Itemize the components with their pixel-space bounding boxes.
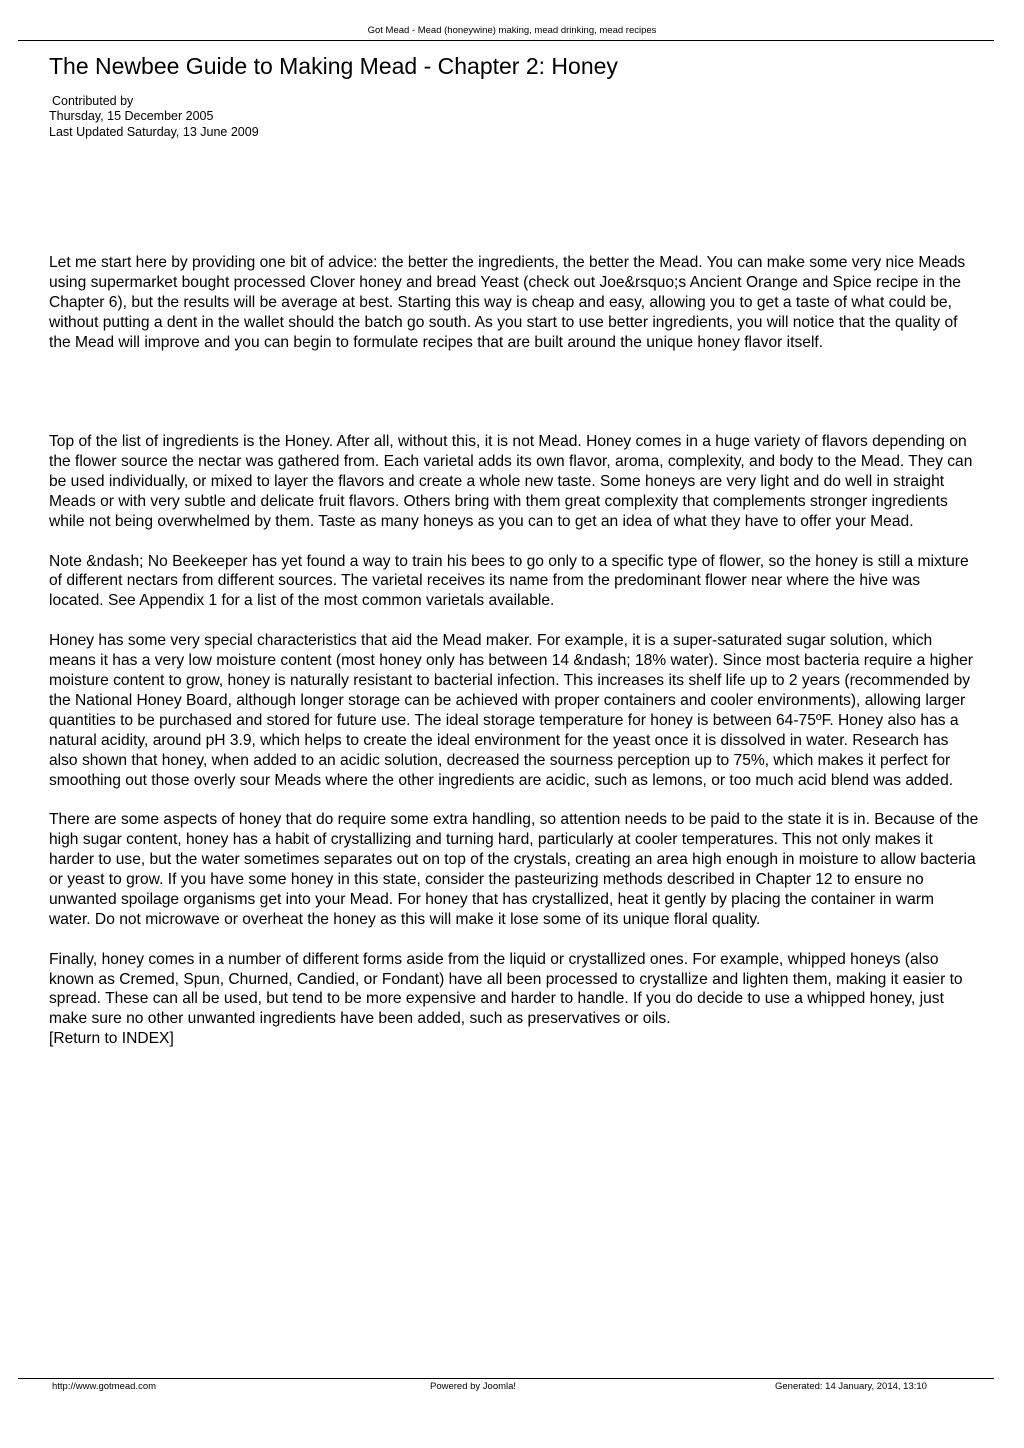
paragraph-note: Note &ndash; No Beekeeper has yet found a way to train his bees to go only to a specific type of flower, so the honey is still a mixture of different nectars from different sources. The varietal receives its name from the predominant flower near where the hive was located. See Appendix 1 for a list of the most common varietals available. — [49, 552, 969, 610]
contributed-by: Contributed by — [52, 94, 134, 108]
footer-powered-by: Powered by Joomla! — [430, 1381, 517, 1392]
article-meta — [49, 94, 259, 140]
last-updated: Last Updated Saturday, 13 June 2009 — [49, 124, 259, 139]
page-title: The Newbee Guide to Making Mead - Chapter 2: Honey — [49, 53, 618, 79]
site-header-title: Got Mead - Mead (honeywine) making, mead drinking, mead recipes — [367, 25, 657, 36]
footer-generated: Generated: 14 January, 2014, 13:10 — [775, 1381, 927, 1392]
created-date: Thursday, 15 December 2005 — [49, 109, 214, 124]
footer-url: http://www.gotmead.com — [52, 1381, 157, 1392]
header-divider — [18, 40, 994, 41]
article-body — [49, 253, 979, 1049]
paragraph-forms: Finally, honey comes in a number of different forms aside from the liquid or crystallized ones. For example, whipped honeys (also known as Cremed, Spun, Churned, Candied, or Fondant) have all been processed to crystallize and lighten them, making it easier to spread. These can all be used, but tend to be more expensive and harder to handle. If you do decide to use a whipped honey, just make sure no other unwanted ingredients have been added, such as preservatives or oils. — [49, 950, 963, 1028]
paragraph-ingredients: Top of the list of ingredients is the Honey. After all, without this, it is not Mead. Honey comes in a huge variety of flavors depending on the flower source the nectar was gathered from. Each varietal adds its own flavor, aroma, complexity, and body to the Mead. They can be used individually, or mixed to layer the flavors and create a whole new taste. Some honeys are very light and do well in straight Meads or with very subtle and delicate fruit flavors. Others bring with them great complexity that complements stronger ingredients while not being overwhelmed by them. Taste as many honeys as you can to get an idea of what they have to offer your Mead. — [49, 433, 973, 530]
paragraph-characteristics: Honey has some very special characteristics that aid the Mead maker. For example, it is a super-saturated sugar solution, which means it has a very low moisture content (most honey only has between 14 &ndash; 18% water). Since most bacteria require a higher moisture content to grow, honey is naturally resistant to bacterial infection. This increases its shelf life up to 2 years (recommended by the National Honey Board, although longer storage can be achieved with proper containers and cooler environments), allowing larger quantities to be purchased and stored for future use. The ideal storage temperature for honey is between 64-75ºF. Honey also has a natural acidity, around pH 3.9, which helps to create the ideal environment for the yeast once it is dissolved in water. Research has also shown that honey, when added to an acidic solution, decreased the sourness perception up to 75%, which makes it perfect for smoothing out those overly sour Meads where the other ingredients are acidic, such as lemons, or too much acid blend was added. — [49, 632, 973, 789]
paragraph-intro: Let me start here by providing one bit of advice: the better the ingredients, the better the Mead. You can make some very nice Meads using supermarket bought processed Clover honey and bread Yeast (check out Joe&rsquo;s Ancient Orange and Spice recipe in the Chapter 6), but the results will be average at best. Starting this way is cheap and easy, allowing you to get a taste of what could be, without putting a dent in the wallet should the batch go south. As you start to use better ingredients, you will notice that the quality of the Mead will improve and you can begin to formulate recipes that are built around the unique honey flavor itself. — [49, 254, 966, 351]
page-footer — [0, 1381, 1024, 1393]
footer-divider — [18, 1378, 994, 1379]
return-to-index-link[interactable]: [Return to INDEX] — [49, 1030, 174, 1048]
paragraph-handling: There are some aspects of honey that do require some extra handling, so attention needs to be paid to the state it is in. Because of the high sugar content, honey has a habit of crystallizing and turning hard, particularly at cooler temperatures. This not only makes it harder to use, but the water sometimes separates out on top of the crystals, creating an area high enough in moisture to allow bacteria or yeast to grow. If you have some honey in this state, consider the pasteurizing methods described in Chapter 12 to ensure no unwanted spoilage organisms get into your Mead. For honey that has crystallized, heat it gently by placing the container in warm water. Do not microwave or overheat the honey as this will make it lose some of its unique floral quality. — [49, 811, 979, 928]
